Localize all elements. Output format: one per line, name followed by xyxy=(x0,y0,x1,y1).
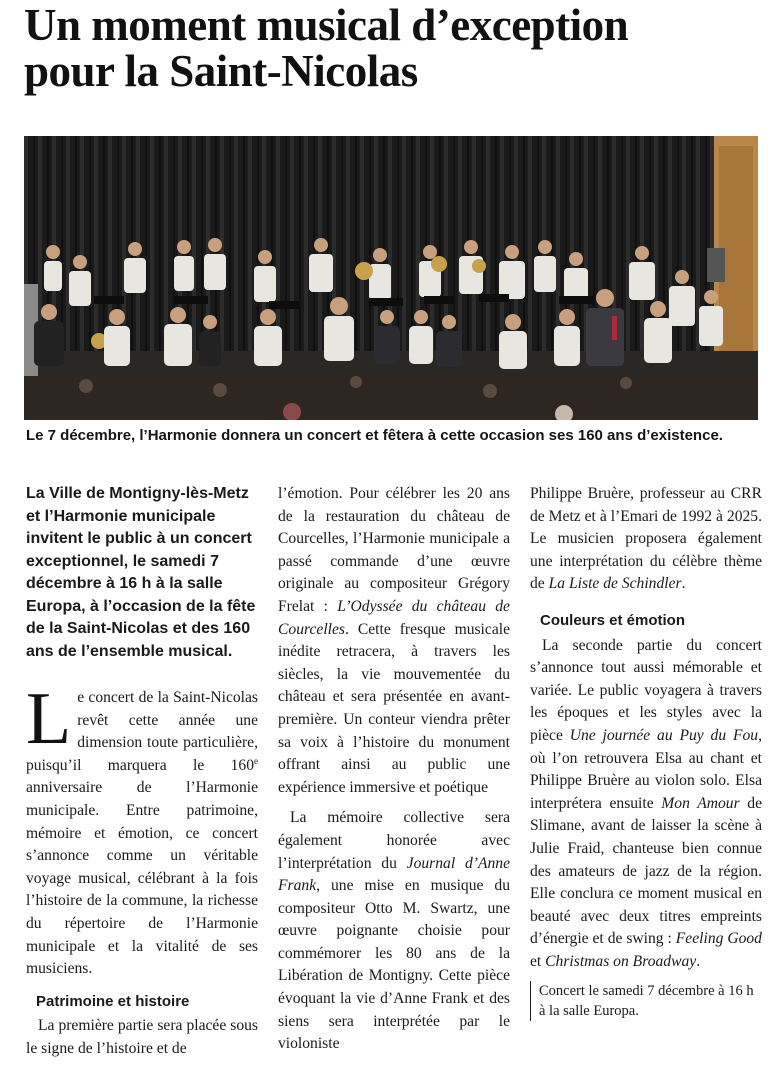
column-3 xyxy=(530,483,762,1021)
headline-line-2: pour la Saint-Nicolas xyxy=(24,46,418,96)
column-2 xyxy=(278,483,510,1064)
subheading-patrimoine: Patrimoine et histoire xyxy=(36,992,190,1010)
paragraph-anne-frank: La mémoire collective sera également honorée avec l’interprétation du Journal d’Anne Frank, une mise en musique du compositeur Otto M. Swartz, une œuvre poignante choisie pour commémorer les 80 ans de la Libération de Montigny. Cette pièce évoquant la vie d’Anne Frank et des siens sera interprétée par le violoniste xyxy=(278,809,510,1053)
speaker xyxy=(707,248,725,282)
photo-caption: Le 7 décembre, l’Harmonie donnera un concert et fêtera à cette occasion ses 160 ans d’existence. xyxy=(26,427,723,444)
paragraph-bruere: Philippe Bruère, professeur au CRR de Metz et à l’Emari de 1992 à 2025. Le musicien proposera également une interprétation du célèbre thème de La Liste de Schindler. xyxy=(530,485,762,593)
paragraph-intro: Le concert de la Saint-Nicolas revêt cette année une dimension toute particulière, puisqu’il marquera le 160e anniversaire de l’Harmonie municipale. Entre patrimoine, mémoire et émotion, ce concert s’annonce comme un véritable voyage musical, célébrant à la fois l’histoire de la commune, la richesse du répertoire de l’Harmonie municipale et la vitalité de ses musiciens. xyxy=(26,678,258,978)
concert-photo xyxy=(24,136,758,420)
subheading-couleurs: Couleurs et émotion xyxy=(540,611,686,629)
paragraph-odyssee: l’émotion. Pour célébrer les 20 ans de la restauration du château de Courcelles, l’Harmonie municipale a passé commande d’une œuvre originale au compositeur Grégory Frelat : L’Odyssée du château de Courcelles. Cette fresque musicale inédite retracera, à travers les siècles, la vie mouvementée du château et sera présentée en avant-première. Un conteur viendra prêter sa voix à l’histoire du monument offrant ainsi au public une expérience immersive et poétique xyxy=(278,485,510,796)
conductor-tie xyxy=(612,316,617,340)
headline xyxy=(24,2,764,94)
audience xyxy=(24,373,758,420)
paragraph-patrimoine: La première partie sera placée sous le signe de l’histoire et de xyxy=(26,1017,258,1057)
lead-paragraph: La Ville de Montigny-lès-Metz et l’Harmonie municipale invitent le public à un concert exceptionnel, le samedi 7 décembre à 16 h à la salle Europa, à l’occasion de la fête de la Saint-Nicolas et des 160 ans de l’ensemble musical. xyxy=(26,485,256,660)
headline-line-1: Un moment musical d’exception xyxy=(24,0,629,50)
drop-cap: L xyxy=(26,678,72,760)
column-1 xyxy=(26,483,258,1069)
orchestra-illustration xyxy=(24,136,758,420)
paragraph-couleurs: La seconde partie du concert s’annonce tout aussi mémorable et variée. Le public voyagera à travers les époques et les styles avec la pièce Une journée au Puy du Fou, où l’on retrouvera Elsa au chant et Philippe Bruère au violon solo. Elsa interprétera ensuite Mon Amour de Slimane, avant de laisser la scène à Julie Fraid, chanteuse bien connue des amateurs de jazz de la région. Elle conclura ce moment musical en beauté avec deux titres empreints d’énergie et de swing : Feeling Good et Christmas on Broadway. xyxy=(530,636,762,970)
concert-info-box: Concert le samedi 7 décembre à 16 h à la salle Europa. xyxy=(530,981,762,1021)
